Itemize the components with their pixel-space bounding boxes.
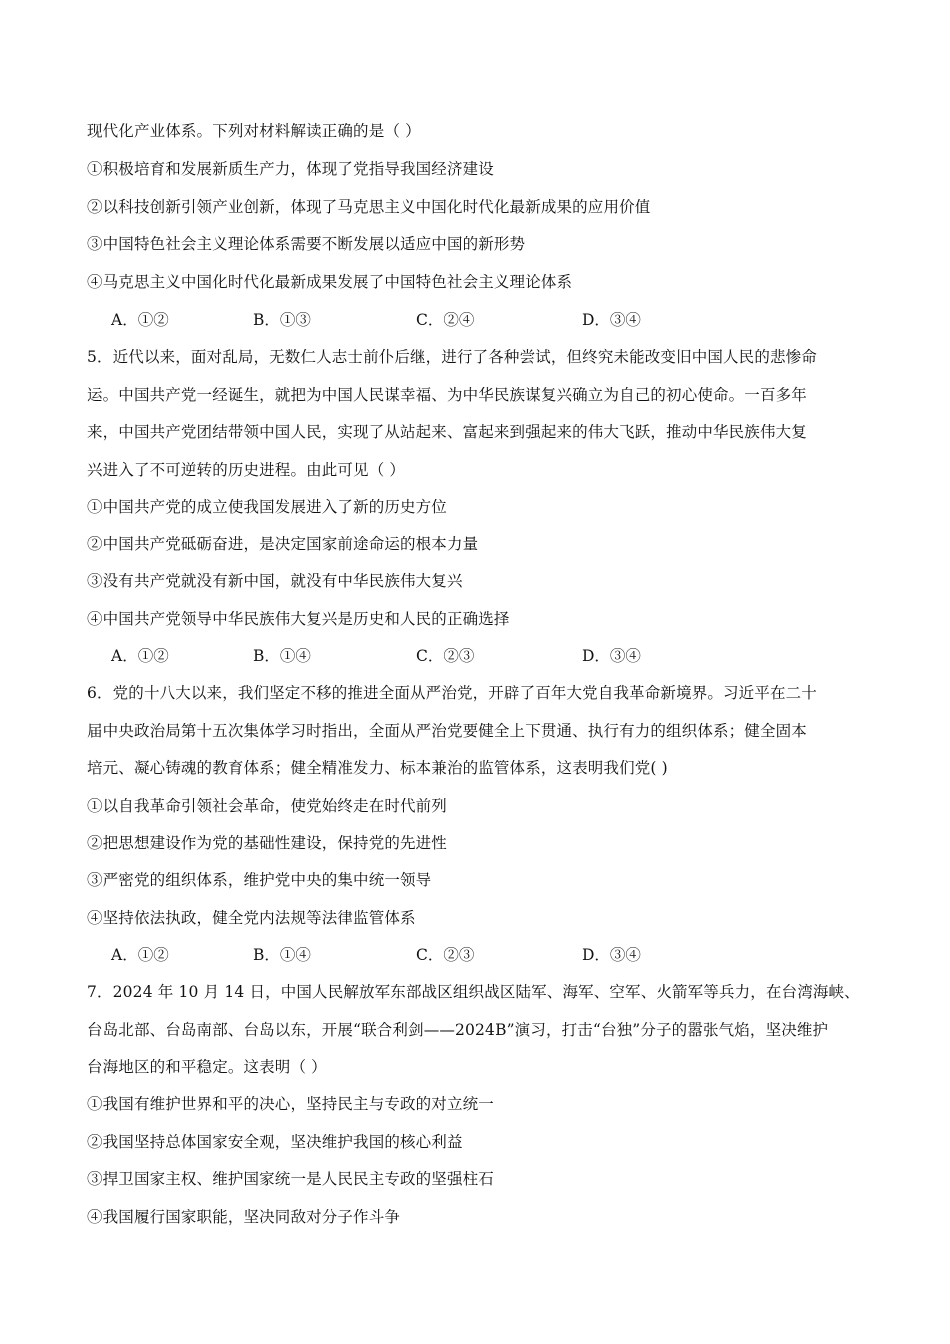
q5-answer-choices: [111, 645, 731, 667]
q4-option-3: ③中国特色社会主义理论体系需要不断发展以适应中国的新形势: [87, 235, 526, 253]
q4-option-4: ④马克思主义中国化时代化最新成果发展了中国特色社会主义理论体系: [87, 273, 573, 291]
q6-stem-line-1: 6．党的十八大以来，我们坚定不移的推进全面从严治党，开辟了百年大党自我革命新境界。习近平在二十: [87, 684, 817, 702]
q5-choice-c[interactable]: C．②③: [416, 647, 475, 665]
q5-option-3: ③没有共产党就没有新中国，就没有中华民族伟大复兴: [87, 572, 463, 590]
q6-option-1: ①以自我革命引领社会革命，使党始终走在时代前列: [87, 797, 447, 815]
q5-choice-d[interactable]: D．③④: [582, 647, 641, 665]
q5-option-2: ②中国共产党砥砺奋进，是决定国家前途命运的根本力量: [87, 535, 479, 553]
q4-answer-choices: [111, 309, 731, 331]
q6-option-2: ②把思想建设作为党的基础性建设，保持党的先进性: [87, 834, 447, 852]
q5-option-1: ①中国共产党的成立使我国发展进入了新的历史方位: [87, 498, 447, 516]
q7-option-2: ②我国坚持总体国家安全观，坚决维护我国的核心利益: [87, 1133, 463, 1151]
q6-option-3: ③严密党的组织体系，维护党中央的集中统一领导: [87, 871, 432, 889]
q7-stem-line-2: 台岛北部、台岛南部、台岛以东，开展“联合利剑——2024B”演习，打击“台独”分子的嚣张气焰，坚决维护: [87, 1021, 829, 1039]
q6-stem-line-2: 届中央政治局第十五次集体学习时指出，全面从严治党要健全上下贯通、执行有力的组织体系；健全固本: [87, 722, 807, 740]
q5-choice-a[interactable]: A．①②: [111, 647, 169, 665]
q4-choice-b[interactable]: B．①③: [253, 311, 311, 329]
q6-answer-choices: [111, 944, 731, 966]
q5-choice-b[interactable]: B．①④: [253, 647, 311, 665]
q5-stem-line-3: 来，中国共产党团结带领中国人民，实现了从站起来、富起来到强起来的伟大飞跃，推动中华民族伟大复: [87, 423, 807, 441]
q6-option-4: ④坚持依法执政，健全党内法规等法律监管体系: [87, 909, 416, 927]
q4-option-1: ①积极培育和发展新质生产力，体现了党指导我国经济建设: [87, 160, 494, 178]
q5-stem-line-4: 兴进入了不可逆转的历史进程。由此可见（ ）: [87, 461, 406, 479]
q7-option-4: ④我国履行国家职能，坚决同敌对分子作斗争: [87, 1208, 401, 1226]
q7-option-3: ③捍卫国家主权、维护国家统一是人民民主专政的坚强柱石: [87, 1170, 494, 1188]
q4-option-2: ②以科技创新引领产业创新，体现了马克思主义中国化时代化最新成果的应用价值: [87, 198, 651, 216]
q6-stem-line-3: 培元、凝心铸魂的教育体系；健全精准发力、标本兼治的监管体系，这表明我们党( ): [87, 759, 668, 777]
q5-option-4: ④中国共产党领导中华民族伟大复兴是历史和人民的正确选择: [87, 610, 510, 628]
q4-choice-c[interactable]: C．②④: [416, 311, 475, 329]
q6-choice-c[interactable]: C．②③: [416, 946, 475, 964]
q4-stem-tail: 现代化产业体系。下列对材料解读正确的是（ ）: [87, 122, 421, 140]
q6-choice-a[interactable]: A．①②: [111, 946, 169, 964]
q5-stem-line-2: 运。中国共产党一经诞生，就把为中国人民谋幸福、为中华民族谋复兴确立为自己的初心使命。一百多年: [87, 386, 807, 404]
q6-choice-b[interactable]: B．①④: [253, 946, 311, 964]
q7-stem-line-1: 7．2024 年 10 月 14 日，中国人民解放军东部战区组织战区陆军、海军、空军、火箭军等兵力，在台湾海峡、: [87, 983, 860, 1001]
q4-choice-a[interactable]: A．①②: [111, 311, 169, 329]
q7-stem-line-3: 台海地区的和平稳定。这表明（ ）: [87, 1058, 327, 1076]
q5-stem-line-1: 5．近代以来，面对乱局，无数仁人志士前仆后继，进行了各种尝试，但终究未能改变旧中国人民的悲惨命: [87, 348, 817, 366]
q6-choice-d[interactable]: D．③④: [582, 946, 641, 964]
q7-option-1: ①我国有维护世界和平的决心，坚持民主与专政的对立统一: [87, 1095, 494, 1113]
q4-choice-d[interactable]: D．③④: [582, 311, 641, 329]
